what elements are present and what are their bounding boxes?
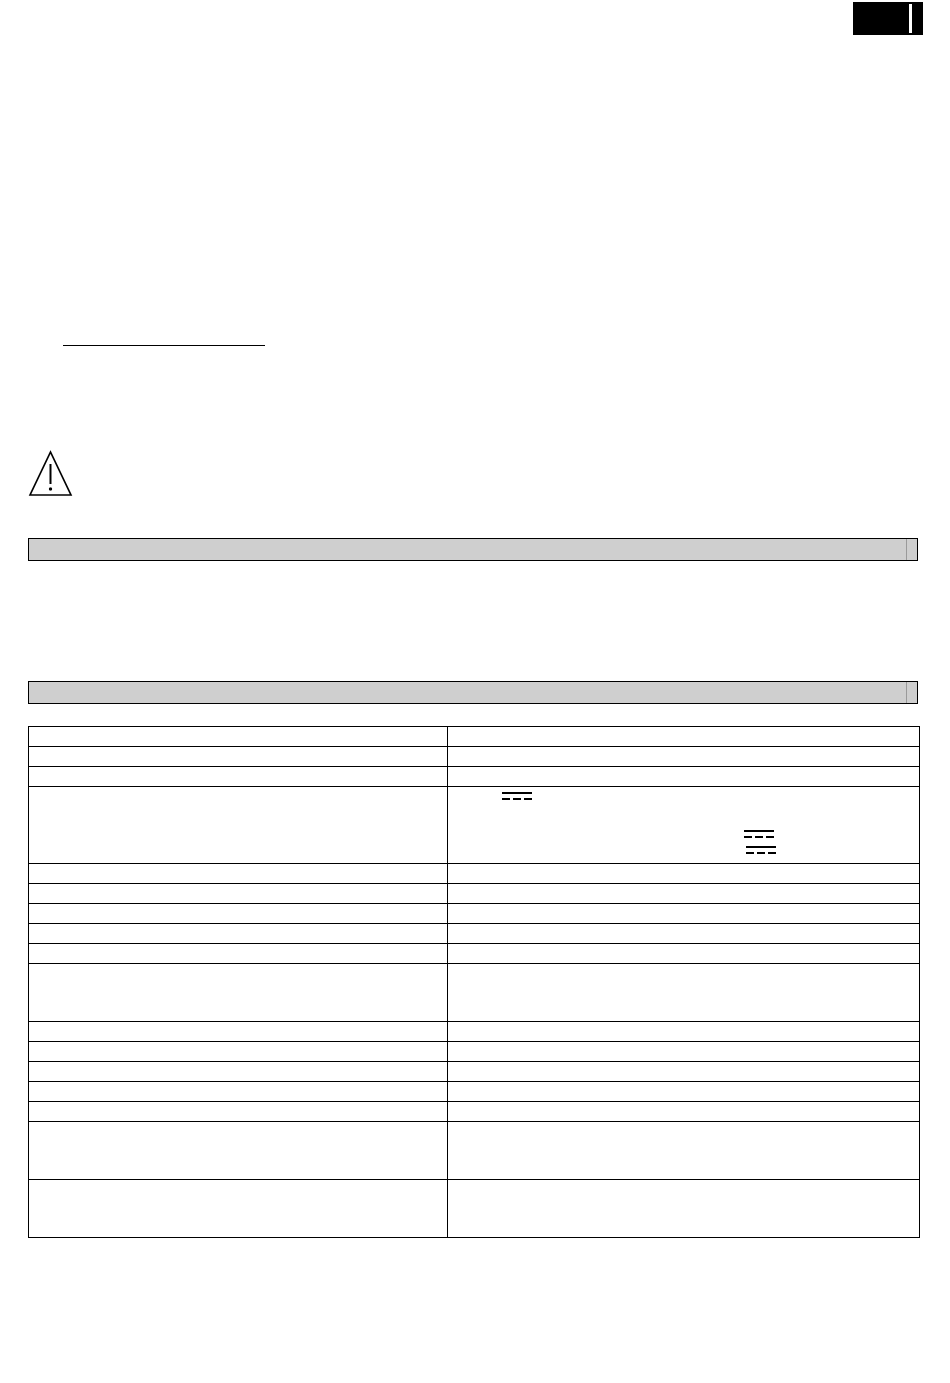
specifications-table	[28, 726, 920, 1238]
spec-value	[448, 944, 920, 964]
underline-link[interactable]	[63, 345, 265, 346]
section-header-band	[28, 681, 918, 704]
spec-label	[29, 1122, 448, 1180]
spec-value	[448, 864, 920, 884]
table-row	[29, 964, 920, 1022]
table-row	[29, 884, 920, 904]
spec-label	[29, 727, 448, 747]
spec-value	[448, 964, 920, 1022]
dc-symbol-icon	[502, 791, 532, 801]
spec-value	[448, 1062, 920, 1082]
spec-label	[29, 1022, 448, 1042]
spec-value	[448, 1082, 920, 1102]
table-row	[29, 1122, 920, 1180]
table-row	[29, 1042, 920, 1062]
spec-value	[448, 1022, 920, 1042]
spec-label	[29, 1180, 448, 1238]
spec-label	[29, 944, 448, 964]
spec-label	[29, 1082, 448, 1102]
spec-label	[29, 904, 448, 924]
table-row	[29, 1180, 920, 1238]
spec-value-cell	[448, 787, 920, 864]
dc-symbol-icon	[746, 845, 776, 855]
warning-triangle-icon	[28, 450, 73, 498]
table-row	[29, 864, 920, 884]
spec-value	[448, 904, 920, 924]
spec-value	[448, 747, 920, 767]
table-row	[29, 727, 920, 747]
table-row	[29, 1062, 920, 1082]
spec-label	[29, 924, 448, 944]
spec-value	[448, 924, 920, 944]
table-row	[29, 1082, 920, 1102]
spec-value	[448, 727, 920, 747]
spec-label	[29, 767, 448, 787]
section-header-band	[28, 538, 918, 561]
table-row	[29, 1022, 920, 1042]
table-row	[29, 767, 920, 787]
spec-value	[448, 884, 920, 904]
language-tab-block	[853, 2, 923, 35]
spec-label	[29, 787, 448, 864]
spec-label	[29, 884, 448, 904]
spec-value	[448, 1042, 920, 1062]
spec-value	[448, 1102, 920, 1122]
spec-label	[29, 964, 448, 1022]
table-row	[29, 747, 920, 767]
spec-value	[448, 767, 920, 787]
spec-label	[29, 747, 448, 767]
dc-symbol-icon	[744, 829, 774, 839]
spec-label	[29, 1102, 448, 1122]
table-row	[29, 904, 920, 924]
spec-label	[29, 1042, 448, 1062]
table-row	[29, 787, 920, 864]
table-row	[29, 944, 920, 964]
spec-label	[29, 864, 448, 884]
tab-notch	[909, 4, 912, 33]
spec-value	[448, 1180, 920, 1238]
spec-value	[448, 1122, 920, 1180]
table-row	[29, 924, 920, 944]
spec-label	[29, 1062, 448, 1082]
table-row	[29, 1102, 920, 1122]
